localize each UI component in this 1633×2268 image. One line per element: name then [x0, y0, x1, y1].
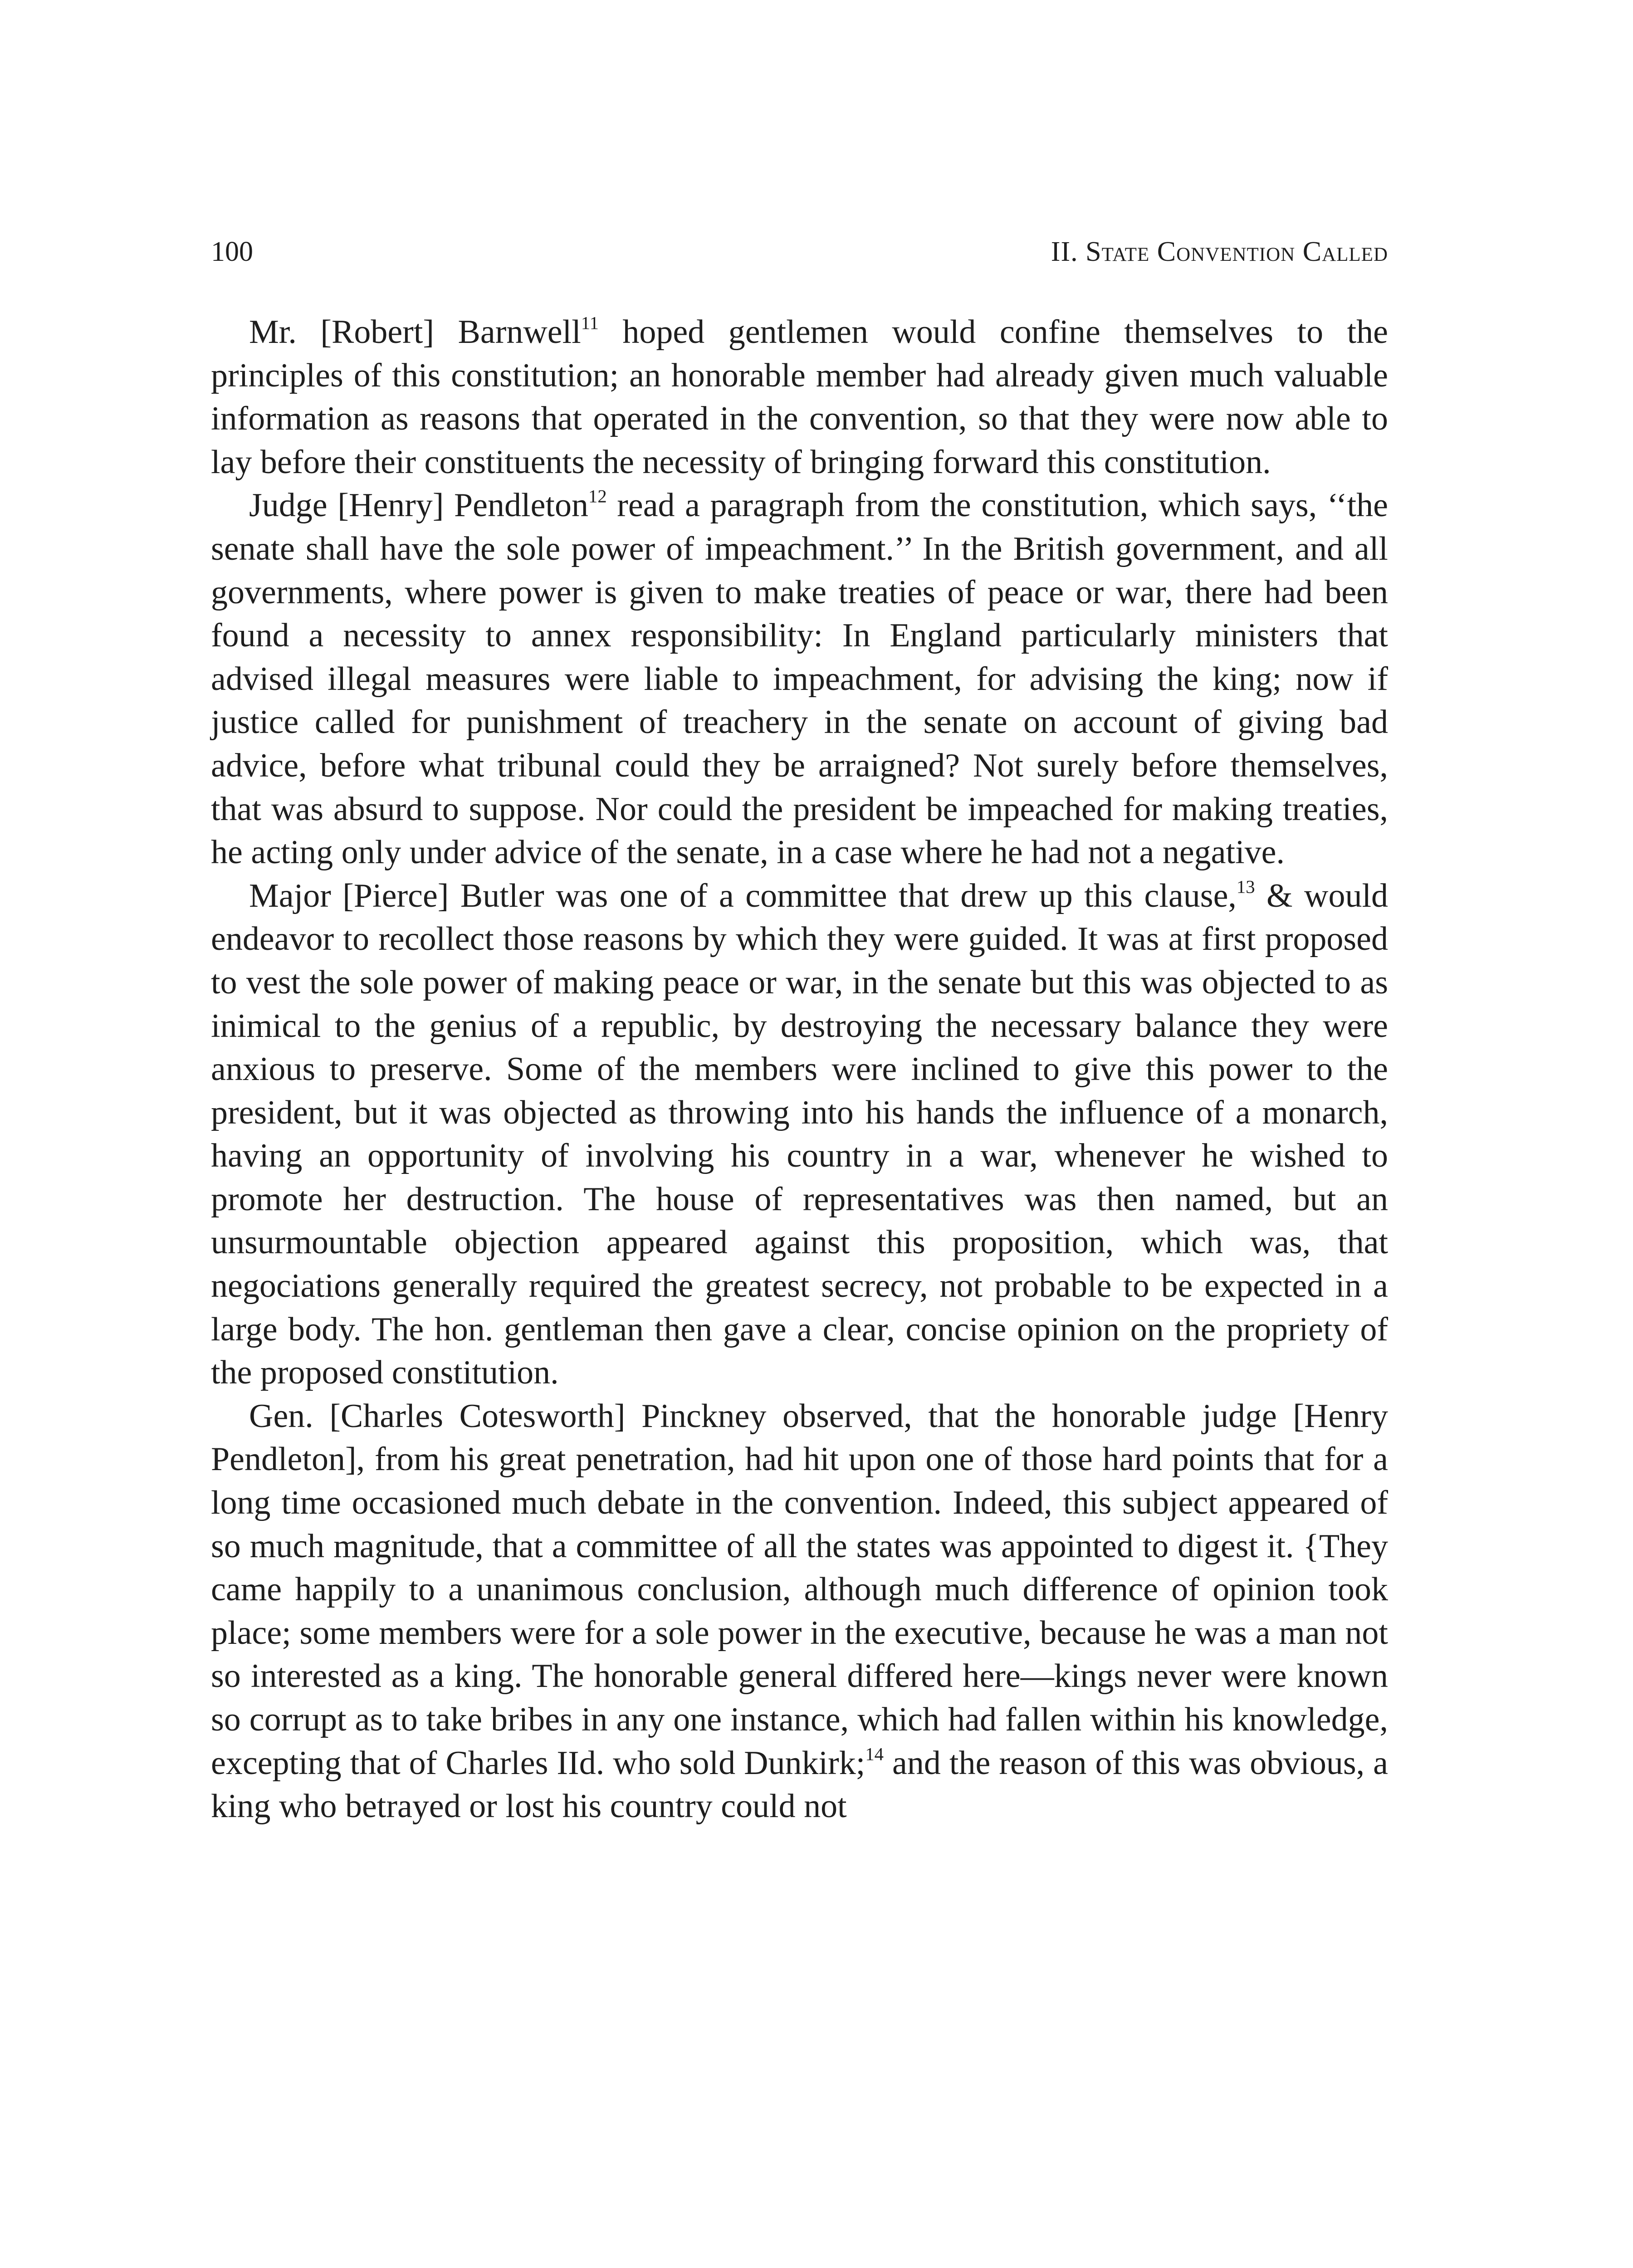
paragraph-text: Judge [Henry] Pendleton	[249, 487, 588, 524]
paragraph-butler	[211, 875, 1388, 1395]
footnote-marker-14: 14	[865, 1744, 884, 1765]
paragraph-text: hoped gentlemen would confine themselves to the principles of this constitution; an honorable member had already given much valuable information as reasons that operated in the convention, so that they were now able to lay before their constituents the necessity of bringing forward this constitution.	[211, 313, 1388, 481]
section-title: II. State Convention Called	[1051, 236, 1388, 267]
paragraph-barnwell	[211, 311, 1388, 484]
paragraph-text: Mr. [Robert] Barnwell	[249, 313, 581, 351]
paragraph-text: Major [Pierce] Butler was one of a committee that drew up this clause,	[249, 877, 1237, 914]
footnote-marker-13: 13	[1236, 876, 1255, 897]
page-number: 100	[211, 236, 253, 267]
running-head	[211, 231, 1388, 272]
footnote-marker-11: 11	[581, 313, 599, 333]
paragraph-pendleton	[211, 484, 1388, 874]
body-text	[211, 311, 1388, 1828]
paragraph-text: & would endeavor to recollect those reasons by which they were guided. It was at first proposed to vest the sole power of making peace or war, in the senate but this was objected to as inimical to the genius of a republic, by destroying the necessary balance they were anxious to preserve. Some of the members were inclined to give this power to the president, but it was objected as throwing into his hands the influence of a monarch, having an opportunity of involving his country in a war, whenever he wished to promote her destruction. The house of representatives was then named, but an unsurmountable objection appeared against this proposition, which was, that negociations generally required the greatest secrecy, not probable to be expected in a large body. The hon. gentleman then gave a clear, concise opinion on the propriety of the proposed constitution.	[211, 877, 1388, 1392]
paragraph-pinckney	[211, 1395, 1388, 1828]
paragraph-text: and the reason of this was obvious, a king who betrayed or lost his country could not	[211, 1744, 1388, 1825]
footnote-marker-12: 12	[588, 486, 607, 507]
paragraph-text: Gen. [Charles Cotesworth] Pinckney observed, that the honorable judge [Henry Pendleton], from his great penetration, had hit upon one of those hard points that for a long time occasioned much debate in the convention. Indeed, this subject appeared of so much magnitude, that a committee of all the states was appointed to digest it. {They came happily to a unanimous conclusion, although much difference of opinion took place; some members were for a sole power in the executive, because he was a man not so interested as a king. The honorable general differed here—kings never were known so corrupt as to take bribes in any one instance, which had fallen within his knowledge, excepting that of Charles IId. who sold Dunkirk;	[211, 1397, 1388, 1782]
paragraph-text: read a paragraph from the constitution, which says, ‘‘the senate shall have the sole power of impeachment.’’ In the British government, and all governments, where power is given to make treaties of peace or war, there had been found a necessity to annex responsibility: In England particularly ministers that advised illegal measures were liable to impeachment, for advising the king; now if justice called for punishment of treachery in the senate on account of giving bad advice, before what tribunal could they be arraigned? Not surely before themselves, that was absurd to suppose. Nor could the president be impeached for making treaties, he acting only under advice of the senate, in a case where he had not a negative.	[211, 487, 1388, 871]
